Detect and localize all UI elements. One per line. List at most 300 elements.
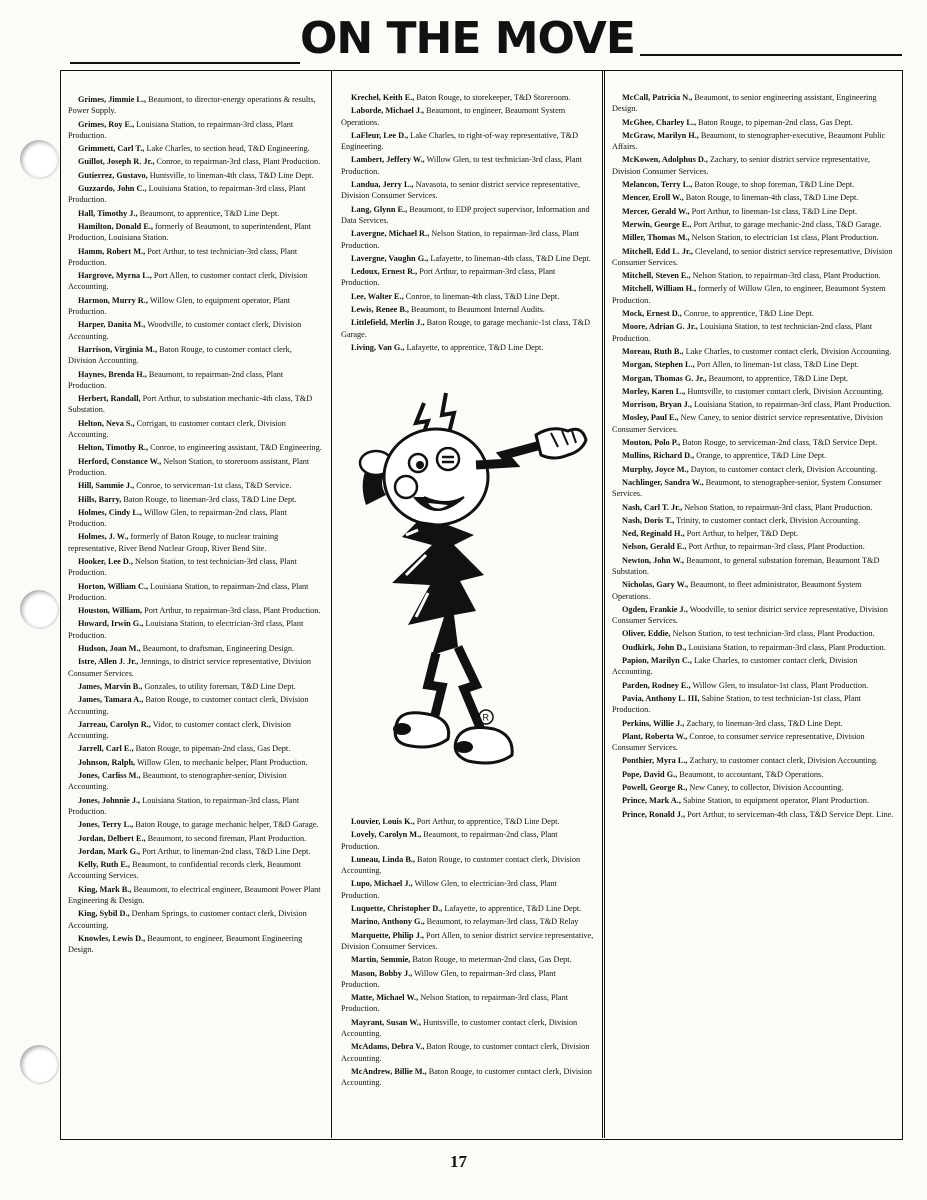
employee-name: Morrison, Bryan J.,: [622, 400, 692, 410]
assignment-text: Willow Glen, to equipment operator, Plant Production.: [68, 295, 291, 317]
assignment-text: Trinity, to customer contact clerk, Division Accounting.: [676, 515, 861, 525]
assignment-text: Port Arthur, to test technician-3rd class, Plant Production.: [68, 246, 298, 267]
assignment-text: Beaumont, to stenographer-senior, Division Accounting.: [68, 771, 287, 792]
assignment-text: Baton Rouge, to customer contact clerk, Division Accounting.: [341, 1042, 590, 1063]
employee-name: Gutierrez, Gustavo,: [78, 170, 148, 180]
assignment-text: Beaumont, to engineer, Beaumont System Operations.: [341, 106, 566, 127]
assignment-text: Baton Rouge, to customer contact clerk, Division Accounting.: [68, 344, 292, 366]
assignment-text: Beaumont, to second fireman, Plant Production.: [147, 833, 307, 843]
employee-name: Moore, Adrian G. Jr.,: [622, 322, 698, 332]
employee-name: Moreau, Ruth B.,: [622, 346, 684, 356]
svg-text:R: R: [482, 712, 489, 723]
employee-name: Jordan, Mark G.,: [78, 846, 141, 856]
personnel-entry: [612, 179, 896, 190]
employee-name: Prince, Ronald J.,: [622, 809, 686, 819]
assignment-text: Nelson Station, to electrician 1st class, Plant Production.: [691, 233, 879, 243]
assignment-text: formerly of Willow Glen, to engineer, Beaumont System Production.: [612, 284, 886, 305]
personnel-entry: [68, 183, 322, 206]
personnel-entry: [612, 795, 896, 806]
personnel-entry: [341, 1017, 595, 1040]
personnel-entry: [612, 628, 896, 639]
assignment-text: Beaumont, to accountant, T&D Operations.: [679, 769, 824, 779]
assignment-text: Lafayette, to apprentice, T&D Line Dept.: [444, 904, 582, 914]
personnel-entry: [68, 581, 322, 604]
assignment-text: Port Arthur, to helper, T&D Dept.: [686, 529, 799, 539]
personnel-entry: [68, 605, 322, 616]
assignment-text: Nelson Station, to test technician-3rd class, Plant Production.: [68, 556, 297, 578]
employee-name: Haynes, Brenda H.,: [78, 369, 147, 379]
employee-name: Mercer, Gerald W.,: [622, 206, 690, 216]
personnel-entry: [341, 304, 595, 315]
employee-name: Mitchell, William H.,: [622, 284, 697, 294]
personnel-entry: [341, 954, 595, 965]
assignment-text: Port Allen, to customer contact clerk, Division Accounting.: [68, 271, 308, 292]
assignment-text: Beaumont, to apprentice, T&D Line Dept.: [139, 208, 280, 218]
employee-name: Jarrell, Carl E.,: [78, 744, 134, 754]
personnel-entry: [341, 829, 595, 852]
assignment-text: Willow Glen, to mechanic helper, Plant Production.: [137, 757, 308, 767]
column-right: [612, 92, 896, 822]
personnel-entry: [612, 680, 896, 691]
personnel-entry: [612, 130, 896, 153]
employee-name: Jones, Carliss M.,: [78, 771, 141, 781]
personnel-entry: [612, 718, 896, 729]
personnel-entry: [612, 232, 896, 243]
personnel-entry: [612, 555, 896, 578]
personnel-entry: [612, 464, 896, 475]
assignment-text: Lake Charles, to customer contact clerk, Division Accounting.: [685, 346, 892, 356]
employee-name: Marino, Anthony G.,: [351, 917, 425, 927]
personnel-entry: [612, 541, 896, 552]
employee-name: Horton, William C.,: [78, 581, 149, 591]
personnel-entry: [68, 119, 322, 142]
assignment-text: Huntsville, to customer contact clerk, Division Accounting.: [687, 386, 884, 396]
employee-name: McGraw, Marilyn H.,: [622, 130, 699, 140]
assignment-text: Port Arthur, to lineman-2nd class, T&D Line Dept.: [142, 846, 311, 856]
personnel-entry: [68, 221, 322, 244]
employee-name: Ledoux, Ernest R.,: [351, 267, 418, 277]
assignment-text: Baton Rouge, to garage mechanic-1st class, T&D Garage.: [341, 318, 591, 339]
employee-name: Howard, Irwin G.,: [78, 619, 144, 629]
column-divider-2: [602, 70, 605, 1138]
personnel-entry: [68, 819, 322, 830]
employee-name: Nash, Carl T. Jr.,: [622, 502, 683, 512]
personnel-entry: [68, 694, 322, 717]
personnel-entry: [68, 618, 322, 641]
employee-name: Jordan, Delbert E.,: [78, 833, 146, 843]
personnel-entry: [68, 456, 322, 479]
assignment-text: formerly of Baton Rouge, to nuclear training representative, River Bend Nuclear Group, River Bend Site.: [68, 532, 279, 553]
employee-name: Helton, Neva S.,: [78, 418, 135, 428]
personnel-entry: [341, 266, 595, 289]
assignment-text: Beaumont, to electrical engineer, Beaumont Power Plant Engineering & Design.: [68, 884, 321, 905]
assignment-text: Lafayette, to apprentice, T&D Line Dept.: [406, 342, 544, 352]
employee-name: Istre, Allen J. Jr.,: [78, 657, 139, 667]
personnel-entry: [612, 655, 896, 678]
employee-name: Louvier, Louis K.,: [351, 817, 415, 826]
personnel-entry: [68, 442, 322, 453]
personnel-entry: [341, 916, 595, 927]
assignment-text: Port Allen, to lineman-1st class, T&D Line Dept.: [696, 360, 859, 370]
assignment-text: Baton Rouge, to customer contact clerk, Division Accounting.: [341, 854, 581, 876]
assignment-text: Huntsville, to customer contact clerk, Division Accounting.: [341, 1017, 578, 1039]
assignment-text: Willow Glen, to repairman-3rd class, Plant Production.: [341, 968, 556, 989]
personnel-entry: [68, 480, 322, 491]
assignment-text: Orange, to apprentice, T&D Line Dept.: [696, 451, 827, 461]
employee-name: Oudkirk, John D.,: [622, 642, 687, 652]
assignment-text: Woodville, to customer contact clerk, Division Accounting.: [68, 320, 302, 341]
assignment-text: Conroe, to engineering assistant, T&D Engineering.: [150, 443, 322, 453]
assignment-text: Beaumont, to senior engineering assistant, Engineering Design.: [612, 93, 877, 114]
personnel-entry: [68, 933, 322, 956]
assignment-text: Baton Rouge, to serviceman-2nd class, T&D Service Dept.: [682, 438, 878, 448]
employee-name: McKowen, Adolphus D.,: [622, 155, 708, 165]
assignment-text: Conroe, to serviceman-1st class, T&D Service.: [136, 481, 292, 491]
assignment-text: Lake Charles, to right-of-way representative, T&D Engineering.: [341, 130, 579, 152]
employee-name: Hamm, Robert M.,: [78, 246, 146, 256]
assignment-text: Conroe, to repairman-3rd class, Plant Production.: [156, 157, 321, 167]
employee-name: Pope, David G.,: [622, 769, 678, 779]
assignment-text: Nelson Station, to repairman-3rd class, Plant Production.: [692, 271, 881, 281]
employee-name: Laborde, Michael J.,: [351, 106, 425, 116]
employee-name: Holmes, Cindy L.,: [78, 507, 142, 517]
assignment-text: Baton Rouge, to meterman-2nd class, Gas Dept.: [412, 955, 572, 965]
assignment-text: Louisiana Station, to repairman-3rd class, Plant Production.: [68, 184, 306, 205]
employee-name: Luquette, Christopher D.,: [351, 904, 443, 914]
personnel-entry: [68, 494, 322, 505]
personnel-entry: [612, 283, 896, 306]
employee-name: Mencer, Eroll W.,: [622, 193, 684, 203]
assignment-text: Zachary, to senior district service representative, Division Consumer Services.: [612, 155, 871, 176]
employee-name: Prince, Mark A.,: [622, 796, 681, 806]
assignment-text: Lake Charles, to customer contact clerk, Division Accounting.: [612, 656, 858, 677]
employee-name: Landua, Jerry L.,: [351, 180, 414, 190]
personnel-entry: [68, 418, 322, 441]
assignment-text: Nelson Station, to repairman-3rd class, Plant Production.: [341, 993, 568, 1014]
personnel-entry: [68, 833, 322, 844]
assignment-text: Beaumont, to confidential records clerk, Beaumont Accounting Services.: [68, 860, 301, 881]
personnel-entry: [341, 204, 595, 227]
employee-name: Morgan, Stephen L.,: [622, 360, 695, 370]
assignment-text: Beaumont, to relayman-3rd class, T&D Relay: [426, 917, 579, 927]
personnel-entry: [612, 346, 896, 357]
personnel-entry: [68, 156, 322, 167]
assignment-text: formerly of Beaumont, to superintendent, Plant Production, Louisiana Station.: [68, 221, 312, 243]
assignment-text: Beaumont, to EDP project supervisor, Information and Data Services.: [341, 204, 590, 225]
assignment-text: Baton Rouge, to storekeeper, T&D Storeroom.: [416, 93, 571, 102]
personnel-entry: [341, 228, 595, 251]
personnel-entry: [612, 386, 896, 397]
personnel-entry: [341, 130, 595, 153]
assignment-text: Zachary, to lineman-3rd class, T&D Line Dept.: [686, 718, 843, 728]
personnel-entry: [341, 854, 595, 877]
reddy-kilowatt-mascot-illustration: [336, 385, 596, 805]
personnel-entry: [612, 809, 896, 820]
employee-name: Lovely, Carolyn M.,: [351, 830, 422, 840]
assignment-text: Port Arthur, to garage mechanic-2nd class, T&D Garage.: [693, 219, 882, 229]
assignment-text: Beaumont, to Beaumont Internal Audits.: [411, 305, 545, 315]
assignment-text: Sabine Station, to equipment operator, Plant Production.: [682, 796, 869, 806]
employee-name: Hills, Barry,: [78, 494, 122, 504]
employee-name: Hamilton, Donald E.,: [78, 221, 153, 231]
personnel-entry: [68, 795, 322, 818]
employee-name: Jones, Terry L.,: [78, 820, 134, 830]
assignment-text: Conroe, to lineman-4th class, T&D Line Dept.: [405, 291, 560, 301]
assignment-text: Dayton, to customer contact clerk, Division Accounting.: [690, 464, 878, 474]
personnel-entry: [68, 884, 322, 907]
personnel-entry: [68, 757, 322, 768]
personnel-entry: [341, 154, 595, 177]
assignment-text: Port Arthur, to serviceman-4th class, T&D Service Dept. Line.: [687, 809, 894, 819]
personnel-entry: [68, 859, 322, 882]
employee-name: Plant, Roberta W.,: [622, 731, 688, 741]
employee-name: Hargrove, Myrna L.,: [78, 271, 152, 281]
employee-name: Hooker, Lee D.,: [78, 556, 133, 566]
employee-name: Murphy, Joyce M.,: [622, 464, 689, 474]
employee-name: Matte, Michael W.,: [351, 993, 419, 1003]
assignment-text: Port Arthur, to repairman-3rd class, Plant Production.: [688, 542, 865, 552]
assignment-text: Baton Rouge, to garage mechanic helper, T&D Garage.: [135, 820, 319, 830]
employee-name: Newton, John W.,: [622, 555, 685, 565]
employee-name: Harper, Danita M.,: [78, 320, 146, 330]
assignment-text: Navasota, to senior district service representative, Division Consumer Services.: [341, 180, 580, 201]
personnel-entry: [68, 94, 322, 117]
personnel-entry: [68, 719, 322, 742]
employee-name: Mayrant, Susan W.,: [351, 1017, 421, 1027]
title-rule-right: [640, 54, 902, 56]
assignment-text: Lake Charles, to section head, T&D Engineering.: [146, 144, 310, 154]
assignment-text: Louisiana Station, to repairman-3rd class, Plant Production.: [68, 795, 300, 816]
assignment-text: Baton Rouge, to lineman-3rd class, T&D Line Dept.: [123, 494, 297, 504]
personnel-entry: [612, 412, 896, 435]
personnel-entry: [612, 782, 896, 793]
employee-name: Lupo, Michael J.,: [351, 879, 413, 889]
assignment-text: Vidor, to customer contact clerk, Division Accounting.: [68, 719, 291, 741]
assignment-text: Nelson Station, to repairman-3rd class, Plant Production.: [341, 229, 579, 250]
employee-name: Parden, Rodney E.,: [622, 680, 691, 690]
binder-hole-middle: [20, 590, 58, 628]
assignment-text: Beaumont, to director-energy operations & results, Power Supply.: [68, 95, 316, 116]
personnel-entry: [68, 531, 322, 554]
employee-name: Nachlinger, Sandra W.,: [622, 477, 704, 487]
employee-name: Lavergne, Vaughn G.,: [351, 253, 429, 263]
personnel-entry: [68, 270, 322, 293]
personnel-entry: [68, 643, 322, 654]
assignment-text: Port Arthur, to repairman-3rd class, Plant Production.: [144, 606, 321, 616]
personnel-entry: [68, 908, 322, 931]
employee-name: Mullins, Richard D.,: [622, 451, 695, 461]
employee-name: Melancon, Terry L.,: [622, 180, 693, 190]
personnel-entry: [612, 437, 896, 448]
employee-name: Grimmett, Carl T.,: [78, 144, 145, 154]
employee-name: Pavia, Anthony L. III,: [622, 693, 700, 703]
employee-name: LaFleur, Lee D.,: [351, 130, 409, 140]
personnel-entry: [612, 693, 896, 716]
personnel-entry: [68, 846, 322, 857]
assignment-text: Baton Rouge, to lineman-4th class, T&D Line Dept.: [685, 193, 859, 203]
assignment-text: Zachary, to customer contact clerk, Division Accounting.: [689, 756, 879, 766]
personnel-entry: [68, 770, 322, 793]
assignment-text: Louisiana Station, to repairman-2nd class, Plant Production.: [68, 581, 309, 602]
assignment-text: Beaumont, to stenographer-executive, Beaumont Public Affairs.: [612, 130, 886, 152]
personnel-entry: [68, 143, 322, 154]
column-divider-1: [331, 70, 332, 1138]
employee-name: McCall, Patricia N.,: [622, 93, 693, 102]
employee-name: James, Marvin B.,: [78, 681, 143, 691]
employee-name: Kelly, Ruth E.,: [78, 860, 131, 870]
column-left: [68, 94, 322, 957]
employee-name: Perkins, Willie J.,: [622, 718, 685, 728]
personnel-entry: [612, 92, 896, 115]
personnel-entry: [612, 731, 896, 754]
assignment-text: Louisiana Station, to repairman-3rd class, Plant Production.: [693, 400, 892, 410]
personnel-entry: [68, 681, 322, 692]
personnel-entry: [341, 291, 595, 302]
personnel-entry: [612, 321, 896, 344]
page-title: ON THE MOVE: [300, 13, 635, 64]
assignment-text: Louisiana Station, to electrician-3rd class, Plant Production.: [68, 619, 304, 640]
assignment-text: Louisiana Station, to repairman-3rd class, Plant Production.: [68, 119, 294, 140]
binder-hole-bottom: [20, 1045, 58, 1083]
assignment-text: Port Allen, to senior district service representative, Division Consumer Services.: [341, 930, 594, 951]
employee-name: Johnson, Ralph,: [78, 757, 136, 767]
personnel-entry: [612, 450, 896, 461]
personnel-entry: [341, 105, 595, 128]
employee-name: Holmes, J. W.,: [78, 532, 129, 542]
assignment-text: Cleveland, to senior district service representative, Division Consumer Services.: [612, 246, 893, 267]
employee-name: Ogden, Frankie J.,: [622, 604, 688, 614]
assignment-text: Baton Rouge, to shop foreman, T&D Line Dept.: [694, 180, 855, 190]
assignment-text: Nelson Station, to repairman-3rd class, Plant Production.: [684, 502, 873, 512]
employee-name: Harrison, Virginia M.,: [78, 344, 158, 354]
personnel-entry: [612, 604, 896, 627]
personnel-entry: [341, 342, 595, 353]
assignment-text: Beaumont, to general substation foreman, Beaumont T&D Substation.: [612, 555, 880, 576]
assignment-text: Beaumont, to stenographer-senior, System Consumer Services.: [612, 477, 882, 499]
employee-name: Mitchell, Steven E.,: [622, 271, 691, 281]
assignment-text: Port Arthur, to lineman-1st class, T&D Line Dept.: [691, 206, 858, 216]
personnel-entry: [68, 319, 322, 342]
employee-name: Guillot, Joseph R. Jr.,: [78, 157, 155, 167]
personnel-entry: [341, 1041, 595, 1064]
column-middle-bottom: [341, 816, 595, 1091]
binder-hole-top: [20, 140, 58, 178]
personnel-entry: [68, 393, 322, 416]
personnel-entry: [341, 179, 595, 202]
assignment-text: Lafayette, to lineman-4th class, T&D Line Dept.: [430, 253, 591, 263]
personnel-entry: [612, 117, 896, 128]
employee-name: Miller, Thomas M.,: [622, 233, 690, 243]
employee-name: Martin, Semmie,: [351, 955, 411, 965]
employee-name: Guzzardo, John C.,: [78, 184, 147, 194]
assignment-text: Port Arthur, to apprentice, T&D Line Dept.: [416, 817, 560, 826]
employee-name: Mock, Ernest D.,: [622, 309, 682, 319]
assignment-text: Nelson Station, to test technician-3rd class, Plant Production.: [672, 629, 875, 639]
personnel-entry: [612, 515, 896, 526]
employee-name: Ponthier, Myra L.,: [622, 756, 688, 766]
personnel-entry: [68, 743, 322, 754]
assignment-text: Port Arthur, to repairman-3rd class, Plant Production.: [341, 267, 556, 288]
assignment-text: Woodville, to senior district service representative, Division Consumer Services.: [612, 604, 888, 626]
employee-name: Lambert, Jeffery W.,: [351, 155, 425, 165]
assignment-text: Beaumont, to engineer, Beaumont Engineering Design.: [68, 933, 303, 955]
assignment-text: Beaumont, to apprentice, T&D Line Dept.: [708, 373, 849, 383]
employee-name: Harmon, Murry R.,: [78, 295, 148, 305]
title-rule-left: [70, 62, 300, 64]
employee-name: James, Tamara A.,: [78, 695, 144, 705]
personnel-entry: [612, 399, 896, 410]
employee-name: Helton, Timothy R.,: [78, 443, 149, 453]
personnel-entry: [612, 359, 896, 370]
employee-name: Knowles, Lewis D.,: [78, 933, 146, 943]
assignment-text: New Caney, to collector, Division Accounting.: [689, 783, 844, 793]
personnel-entry: [612, 373, 896, 384]
employee-name: King, Mark B.,: [78, 884, 132, 894]
employee-name: Grimes, Jimmie L.,: [78, 95, 147, 104]
personnel-entry: [612, 579, 896, 602]
employee-name: Merwin, George E.,: [622, 219, 692, 229]
employee-name: Luneau, Linda B.,: [351, 854, 415, 864]
personnel-entry: [612, 206, 896, 217]
employee-name: Mouton, Polo P.,: [622, 438, 681, 448]
employee-name: Jarreau, Carolyn R.,: [78, 719, 151, 729]
assignment-text: Baton Rouge, to customer contact clerk, Division Accounting.: [68, 695, 309, 716]
personnel-entry: [612, 642, 896, 653]
employee-name: Powell, George R.,: [622, 783, 688, 793]
assignment-text: Conroe, to apprentice, T&D Line Dept.: [683, 309, 814, 319]
personnel-entry: [341, 1066, 595, 1089]
employee-name: Nash, Doris T.,: [622, 515, 675, 525]
employee-name: Morgan, Thomas G. Jr.,: [622, 373, 707, 383]
personnel-entry: [68, 344, 322, 367]
assignment-text: Baton Rouge, to customer contact clerk, Division Accounting.: [341, 1066, 592, 1088]
assignment-text: Port Arthur, to substation mechanic-4th class, T&D Substation.: [68, 394, 313, 415]
personnel-entry: [341, 92, 595, 103]
employee-name: Lee, Walter E.,: [351, 291, 404, 301]
assignment-text: Louisiana Station, to test technician-2nd class, Plant Production.: [612, 322, 873, 343]
personnel-entry: [341, 992, 595, 1015]
assignment-text: Willow Glen, to repairman-2nd class, Plant Production.: [68, 507, 287, 529]
employee-name: McAndrew, Billie M.,: [351, 1066, 427, 1076]
employee-name: Lang, Glynn E.,: [351, 204, 408, 214]
personnel-entry: [612, 769, 896, 780]
employee-name: Mosley, Paul E.,: [622, 413, 679, 423]
personnel-entry: [68, 556, 322, 579]
personnel-entry: [68, 208, 322, 219]
personnel-entry: [612, 755, 896, 766]
personnel-entry: [341, 253, 595, 264]
personnel-entry: [612, 477, 896, 500]
employee-name: McAdams, Debra V.,: [351, 1042, 425, 1052]
employee-name: Lewis, Renee B.,: [351, 305, 409, 315]
employee-name: McGhee, Charley L.,: [622, 117, 697, 127]
assignment-text: Willow Glen, to test technician-3rd class, Plant Production.: [341, 155, 582, 176]
employee-name: Herford, Constance W.,: [78, 456, 162, 466]
employee-name: Lavergne, Michael R.,: [351, 229, 430, 239]
personnel-entry: [68, 369, 322, 392]
personnel-entry: [68, 170, 322, 181]
assignment-text: Conroe, to consumer service representative, Division Consumer Services.: [612, 731, 865, 753]
employee-name: Krechel, Keith E.,: [351, 93, 415, 102]
employee-name: Oliver, Eddie,: [622, 629, 671, 639]
assignment-text: Beaumont, to draftsman, Engineering Design.: [142, 644, 295, 654]
personnel-entry: [612, 154, 896, 177]
assignment-text: Beaumont, to fleet administrator, Beaumont System Operations.: [612, 580, 862, 601]
personnel-entry: [68, 656, 322, 679]
employee-name: Marquette, Philip J.,: [351, 930, 424, 940]
personnel-entry: [612, 192, 896, 203]
personnel-entry: [612, 246, 896, 269]
